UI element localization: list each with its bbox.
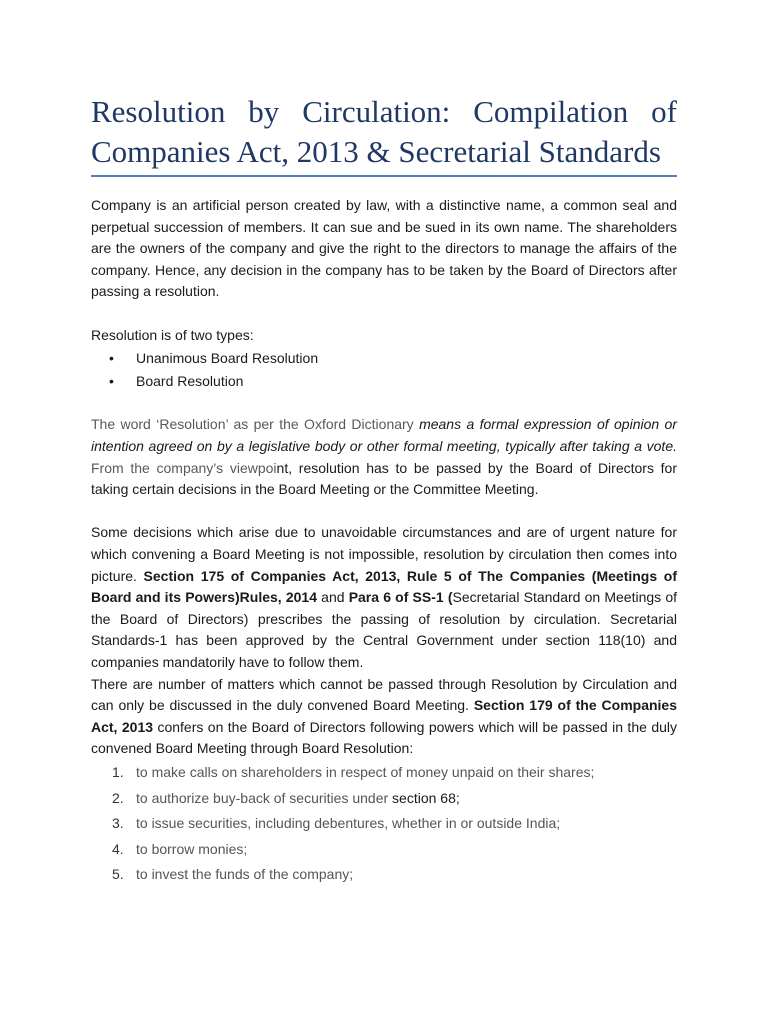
circulation-bold-2: Para 6 of SS-1 ( (348, 589, 453, 606)
list-item-text: to authorize buy-back of securities under (136, 789, 393, 806)
section-68-link[interactable]: section 68 (392, 789, 456, 806)
definition-from: From the company’s viewpoi (91, 459, 277, 476)
resolution-types-list (91, 348, 677, 393)
circulation-text-1: Some decisions which arise due to unavoidable circumstances and are of urgent nature for which convening a Board Meeting is not impossible, resolution by circulation then comes into picture. (91, 524, 677, 584)
matters-text-2: confers on the Board of Directors following powers which will be passed in the duly convened Board Meeting through Board Resolution: (91, 718, 678, 757)
list-number: 4. (112, 840, 124, 857)
list-item (112, 762, 677, 784)
intro-paragraph: Company is an artificial person created by law, with a distinctive name, a common seal and perpetual succession of members. It can sue and be sued in its own name. The shareholders are the owners of the company and give the right to the directors to manage the affairs of the company. Hence, any decision in the company has to be taken by the Board of Directors after passing a resolution. (91, 197, 677, 300)
list-item: • Unanimous Board Resolution (136, 348, 677, 370)
matters-bold-1: Section 179 of the Companies Act, 2013 (91, 697, 677, 735)
list-number: 5. (112, 866, 124, 883)
definition-paragraph (91, 414, 677, 500)
list-item-text: to make calls on shareholders in respect of money unpaid on their shares; (136, 763, 595, 780)
circulation-bold-1: Section 175 of Companies Act, 2013, Rule 5 of The Companies (Meetings of Board and its Powers)Rules, 2014 (91, 567, 677, 606)
list-number: 2. (112, 789, 124, 806)
definition-rest: nt, resolution has to be passed by the Board of Directors for taking certain decisions in the Board Meeting or the Committee Meeting. (91, 459, 677, 498)
list-item (112, 839, 677, 861)
matters-text-1: There are number of matters which cannot be passed through Resolution by Circulation and can only be discussed in the duly convened Board Meeting. (91, 675, 677, 714)
list-item: • Board Resolution (136, 371, 677, 393)
list-item-text: to issue securities, including debentures, whether in or outside India; (136, 815, 561, 832)
page-title (91, 0, 677, 171)
circulation-paragraph (91, 522, 677, 673)
list-item-text: to borrow monies; (136, 840, 248, 857)
list-item-suffix: ; (455, 789, 460, 806)
resolution-types-label: Resolution is of two types: (91, 326, 254, 343)
list-item (112, 788, 677, 810)
matters-paragraph (91, 674, 677, 760)
list-item-text: to invest the funds of the company; (136, 866, 354, 883)
list-number: 3. (112, 815, 124, 832)
title-text: Resolution by Circulation: Compilation of Companies Act, 2013 & Secretarial Standards (91, 94, 677, 169)
circulation-text-3: Secretarial Standard on Meetings of the Board of Directors) prescribes the passing of resolution by circulation. Secretarial Standards-1 has been approved by the Central Government under section 118(10) and companies mandatorily have to follow them. (91, 589, 677, 670)
list-item (112, 864, 677, 886)
powers-list (91, 762, 677, 886)
list-item (112, 813, 677, 835)
list-number: 1. (112, 763, 124, 780)
title-underline (91, 175, 677, 177)
definition-lead: The word ‘Resolution’ as per the Oxford Dictionary (91, 416, 420, 433)
definition-meaning: means a formal expression of opinion or intention agreed on by a legislative body or other formal meeting, typically after taking a vote. (91, 416, 677, 455)
circulation-text-2: and (316, 589, 349, 606)
